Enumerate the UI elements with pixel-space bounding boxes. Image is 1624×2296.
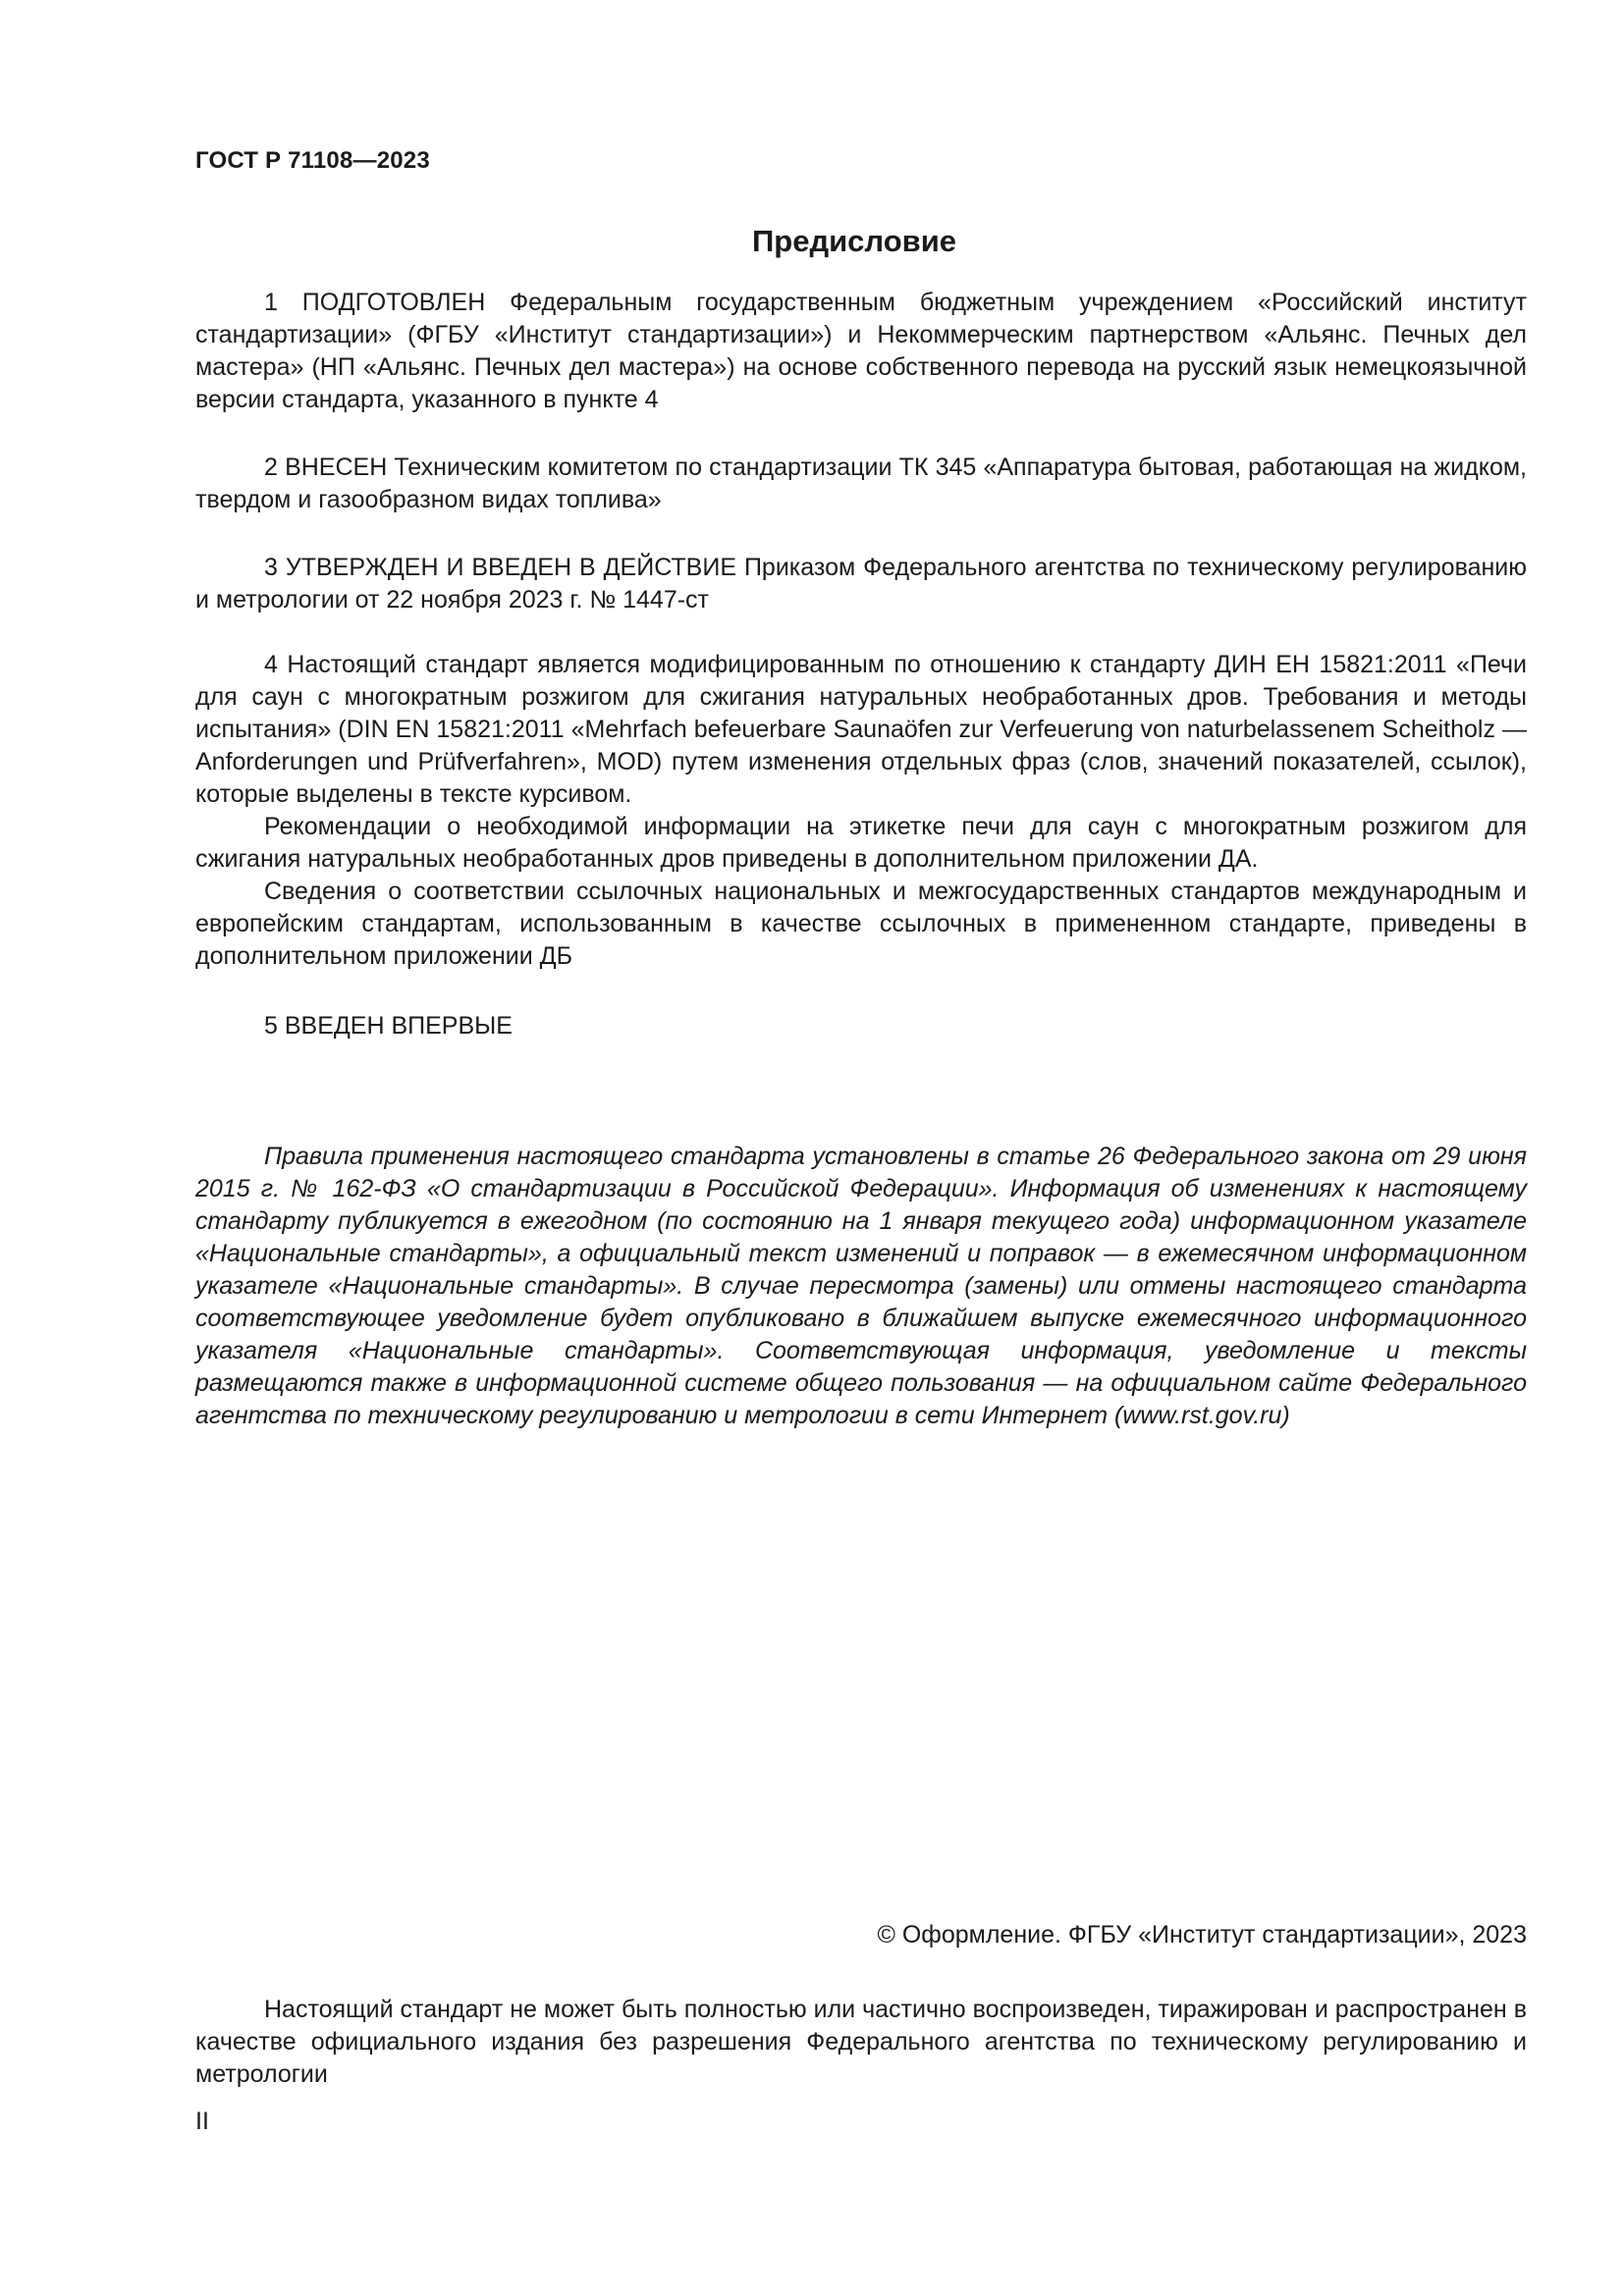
section-1 [195, 287, 1527, 416]
section-3 [195, 552, 1527, 616]
section-2 [195, 452, 1527, 516]
application-rules-notice [195, 1141, 1527, 1432]
standard-code: ГОСТ Р 71108—2023 [195, 147, 430, 174]
section-4-paragraph-3: Сведения о соответствии ссылочных национальных и межгосударственных стандартов международным и европейским стандартам, использованным в качестве ссылочных в примененном стандарте, приведены в дополнительном приложении ДБ [195, 878, 1527, 970]
section-1-text: 1 ПОДГОТОВЛЕН Федеральным государственным бюджетным учреждением «Российский институт стандартизации» (ФГБУ «Институт стандартизации») и Некоммерческим партнерством «Альянс. Печных дел мастера» (НП «Альянс. Печных дел мастера») на основе собственного перевода на русский язык немецкоязычной версии стандарта, указанного в пункте 4 [195, 289, 1527, 413]
section-5-text: 5 ВВЕДЕН ВПЕРВЫЕ [264, 1012, 513, 1040]
page-title: Предисловие [751, 224, 956, 258]
section-2-text: 2 ВНЕСЕН Техническим комитетом по стандартизации ТК 345 «Аппаратура бытовая, работающая на жидком, твердом и газообразном видах топлива» [195, 454, 1527, 513]
section-4-paragraph-2: Рекомендации о необходимой информации на этикетке печи для саун с многократным розжигом для сжигания натуральных необработанных дров приведены в дополнительном приложении ДА. [195, 813, 1527, 873]
section-3-text: 3 УТВЕРЖДЕН И ВВЕДЕН В ДЕЙСТВИЕ Приказом Федерального агентства по техническому регулированию и метрологии от 22 ноября 2023 г. № 1447-ст [195, 554, 1527, 614]
section-5 [195, 1010, 1527, 1042]
legal-notice-text: Настоящий стандарт не может быть полностью или частично воспроизведен, тиражирован и распространен в качестве официального издания без разрешения Федерального агентства по техническому регулированию и метрологии [195, 1996, 1527, 2088]
page-number: II [195, 2108, 209, 2135]
notice-text: Правила применения настоящего стандарта установлены в статье 26 Федерального закона от 29 июня 2015 г. № 162-ФЗ «О стандартизации в Российской Федерации». Информация об изменениях к настоящему стандарту публикуется в ежегодном (по состоянию на 1 января текущего года) информационном указателе «Национальные стандарты», а официальный текст изменений и поправок — в ежемесячном информационном указателе «Национальные стандарты». В случае пересмотра (замены) или отмены настоящего стандарта соответствующее уведомление будет опубликовано в ближайшем выпуске ежемесячного информационного указателя «Национальные стандарты». Соответствующая информация, уведомление и тексты размещаются также в информационной системе общего пользования — на официальном сайте Федерального агентства по техническому регулированию и метрологии в сети Интернет (www.rst.gov.ru) [195, 1143, 1527, 1429]
section-4-paragraph-1: 4 Настоящий стандарт является модифицированным по отношению к стандарту ДИН ЕН 15821:2011 «Печи для саун с многократным розжигом для сжигания натуральных необработанных дров. Требования и методы испытания» (DIN EN 15821:2011 «Mehrfach befeuerbare Saunaöfen zur Verfeuerung von naturbelassenem Scheitholz — Anforderungen und Prüfverfahren», MOD) путем изменения отдельных фраз (слов, значений показателей, ссылок), которые выделены в тексте курсивом. [195, 651, 1527, 808]
copyright-line: © Оформление. ФГБУ «Институт стандартизации», 2023 [877, 1921, 1527, 1949]
section-4 [195, 649, 1527, 973]
legal-notice [195, 1994, 1527, 2091]
